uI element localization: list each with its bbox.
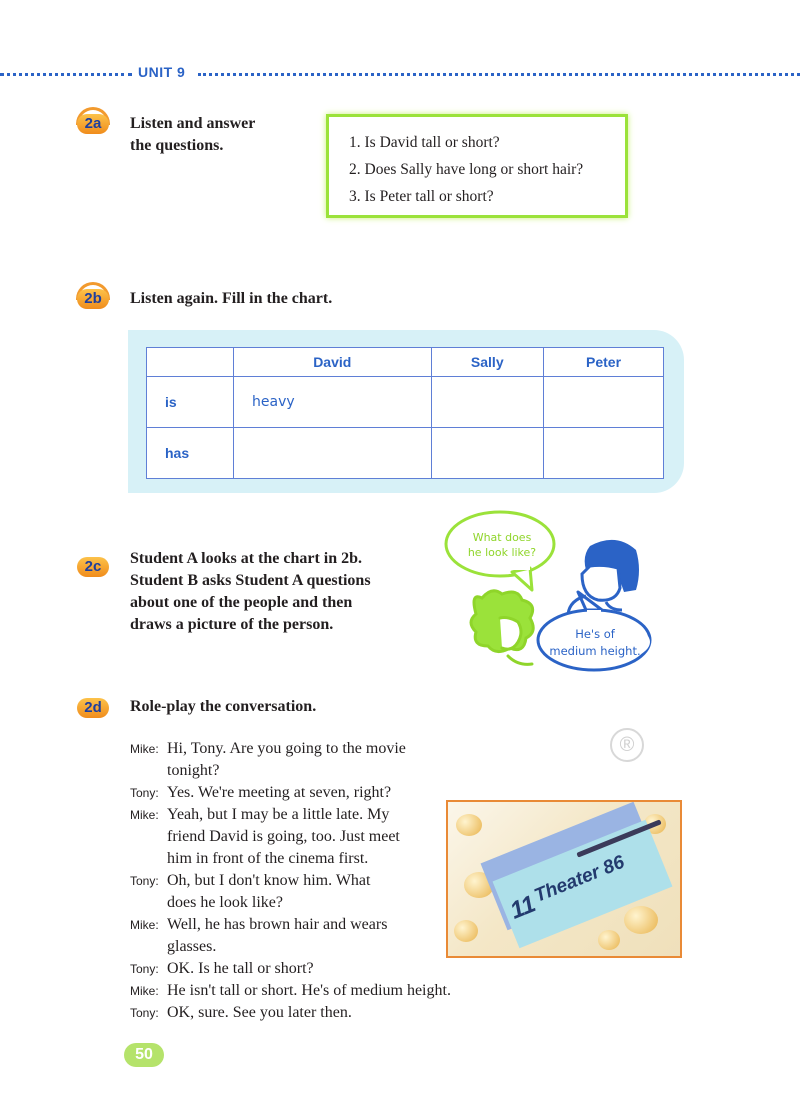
dialogue-line bbox=[130, 958, 510, 980]
instruction-2c bbox=[130, 548, 371, 636]
answer-bubble-line1: He's of bbox=[575, 627, 615, 641]
instruction-2c-line: Student A looks at the chart in 2b. bbox=[130, 550, 363, 567]
dialogue-text-line: Well, he has brown hair and wears bbox=[167, 916, 388, 933]
popcorn-piece bbox=[456, 814, 482, 836]
girl-b-figure bbox=[568, 540, 639, 614]
dialogue-text-line: him in front of the cinema first. bbox=[167, 850, 369, 867]
instruction-2c-line: about one of the people and then bbox=[130, 594, 353, 611]
instruction-2c-line: Student B asks Student A questions bbox=[130, 572, 371, 589]
speaker-label: Mike: bbox=[130, 918, 159, 932]
dialogue-text-line: Hi, Tony. Are you going to the movie bbox=[167, 740, 406, 757]
dialogue-line bbox=[130, 738, 510, 782]
header-dots-left bbox=[0, 73, 132, 76]
instruction-2a-line1: Listen and answer bbox=[130, 115, 256, 132]
question-item: 2. Does Sally have long or short hair? bbox=[349, 161, 584, 178]
section-badge-2b: 2b bbox=[77, 289, 109, 309]
question-bubble-line1: What does bbox=[472, 531, 532, 544]
unit-header bbox=[0, 64, 800, 84]
dialogue-text-line: tonight? bbox=[167, 762, 220, 779]
chart-corner-cell bbox=[147, 348, 234, 377]
page-number: 50 bbox=[124, 1043, 164, 1067]
popcorn-piece bbox=[624, 906, 658, 934]
speaker-label: Mike: bbox=[130, 984, 159, 998]
question-bubble bbox=[452, 524, 552, 568]
questions-box bbox=[326, 114, 628, 218]
answer-bubble bbox=[540, 620, 650, 664]
ticket-text: Theater 86 bbox=[531, 851, 628, 907]
chart-cell[interactable] bbox=[431, 377, 544, 428]
dialogue-text-line: Yes. We're meeting at seven, right? bbox=[167, 784, 392, 801]
dialogue-text bbox=[167, 980, 610, 1002]
dialogue-text bbox=[167, 958, 510, 980]
question-item: 1. Is David tall or short? bbox=[349, 134, 500, 151]
speaker-label: Tony: bbox=[130, 786, 159, 800]
popcorn-piece bbox=[598, 930, 620, 950]
dialogue-text-line: glasses. bbox=[167, 938, 217, 955]
chart-row-label: is bbox=[147, 377, 234, 428]
chart-row-label: has bbox=[147, 428, 234, 479]
dialogue-text-line: Yeah, but I may be a little late. My bbox=[167, 806, 390, 823]
dialogue-text-line: OK. Is he tall or short? bbox=[167, 960, 314, 977]
instruction-2d: Role-play the conversation. bbox=[130, 698, 317, 715]
dialogue-text-line: Oh, but I don't know him. What bbox=[167, 872, 371, 889]
chart-cell[interactable] bbox=[431, 428, 544, 479]
chart-cell[interactable] bbox=[544, 377, 664, 428]
dialogue-line bbox=[130, 1002, 510, 1024]
speaker-label: Mike: bbox=[130, 808, 159, 822]
chart-row-has bbox=[147, 428, 664, 479]
dialogue-text-line: does he look like? bbox=[167, 894, 283, 911]
speaker-label: Tony: bbox=[130, 874, 159, 888]
speaker-label: Tony: bbox=[130, 1006, 159, 1020]
movie-tickets-photo bbox=[446, 800, 682, 958]
dialogue-line bbox=[130, 980, 610, 1002]
question-item: 3. Is Peter tall or short? bbox=[349, 188, 494, 205]
popcorn-piece bbox=[454, 920, 478, 942]
instruction-2a-line2: the questions. bbox=[130, 137, 224, 154]
speaker-label: Tony: bbox=[130, 962, 159, 976]
chart-col-peter: Peter bbox=[544, 348, 664, 377]
answer-bubble-line2: medium height. bbox=[549, 644, 641, 658]
chart-cell[interactable]: heavy bbox=[234, 377, 432, 428]
questions-list bbox=[329, 117, 625, 210]
unit-label: UNIT 9 bbox=[138, 64, 186, 80]
registered-watermark-icon: ® bbox=[610, 728, 644, 762]
instruction-2c-line: draws a picture of the person. bbox=[130, 616, 334, 633]
dialogue-text-line: friend David is going, too. Just meet bbox=[167, 828, 400, 845]
fill-in-chart bbox=[146, 347, 664, 479]
chart-col-david: David bbox=[234, 348, 432, 377]
section-badge-2d: 2d bbox=[77, 698, 109, 718]
dialogue-text-line: OK, sure. See you later then. bbox=[167, 1004, 352, 1021]
girl-a-figure bbox=[471, 591, 533, 665]
dialogue-text bbox=[167, 738, 510, 782]
section-badge-2c: 2c bbox=[77, 557, 109, 577]
header-dots-right bbox=[198, 73, 800, 76]
chart-row-is bbox=[147, 377, 664, 428]
section-badge-2a: 2a bbox=[77, 114, 109, 134]
chart-cell[interactable] bbox=[234, 428, 432, 479]
chart-header-row bbox=[147, 348, 664, 377]
chart-cell[interactable] bbox=[544, 428, 664, 479]
dialogue-text bbox=[167, 1002, 510, 1024]
instruction-2a bbox=[130, 113, 255, 157]
dialogue-text-line: He isn't tall or short. He's of medium height. bbox=[167, 982, 451, 999]
question-bubble-line2: he look like? bbox=[467, 546, 537, 559]
ticket-number: 11 bbox=[506, 890, 540, 925]
speaker-label: Mike: bbox=[130, 742, 159, 756]
instruction-2b: Listen again. Fill in the chart. bbox=[130, 290, 333, 307]
chart-col-sally: Sally bbox=[431, 348, 544, 377]
